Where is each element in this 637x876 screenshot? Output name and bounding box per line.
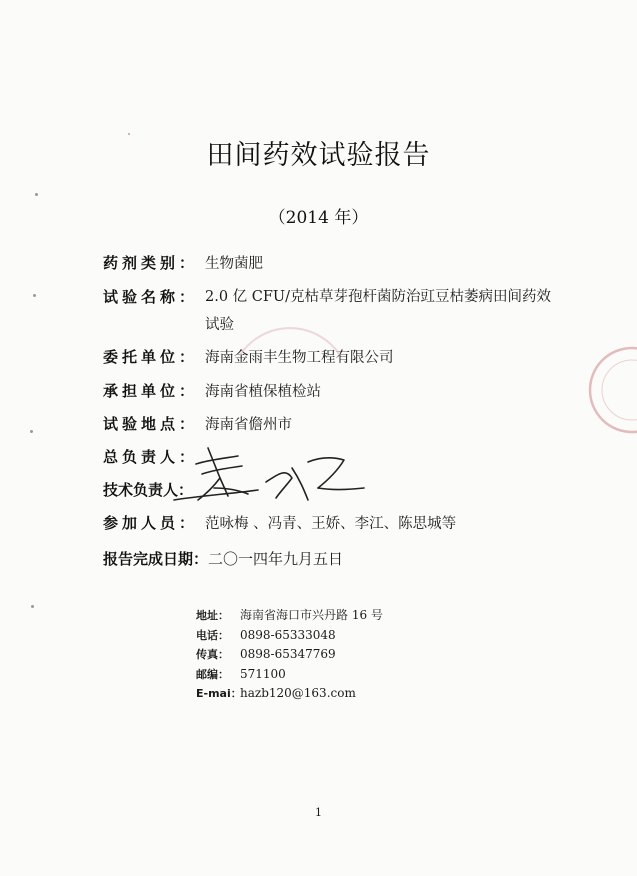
contact-block (196, 606, 383, 704)
contact-phone: 电话： 0898-65333048 (196, 627, 336, 642)
report-title: 田间药效试验报告 (206, 140, 431, 171)
contact-fax: 传真： 0898-65347769 (196, 647, 336, 661)
field-label: 技术负责人： (103, 481, 194, 499)
field-value: 海南金雨丰生物工程有限公司 (205, 350, 394, 366)
contact-email: E-mai：hazb120@163.com (196, 686, 356, 700)
scan-speck (30, 430, 33, 433)
report-date-value: 二〇一四年九月五日 (208, 550, 344, 568)
field-value: 海南省儋州市 (205, 417, 292, 433)
red-seal (587, 335, 637, 445)
field-location (103, 410, 292, 439)
field-label: 试验地点： (103, 415, 199, 433)
scan-speck (128, 133, 130, 135)
field-label: 试验名称： (103, 288, 199, 306)
field-participants (103, 509, 456, 538)
scan-speck (31, 605, 34, 608)
faint-seal (230, 300, 350, 360)
field-undertaker (103, 377, 321, 406)
contact-postcode: 邮编： 571100 (196, 666, 286, 681)
handwritten-signature (168, 438, 378, 513)
field-value: 2.0 亿 CFU/克枯草芽孢杆菌防治豇豆枯萎病田间药效试验 (205, 289, 552, 333)
scan-speck (33, 294, 36, 297)
scan-speck (35, 193, 38, 196)
field-label: 委托单位： (103, 348, 199, 366)
field-label: 总负责人： (103, 448, 199, 466)
report-year: （2014 年） (268, 208, 369, 228)
field-label: 药剂类别： (103, 254, 199, 272)
field-value: 海南省植保植检站 (205, 384, 321, 400)
report-date-label: 报告完成日期： (103, 550, 209, 568)
field-label: 承担单位： (103, 382, 199, 400)
field-value: 范咏梅 、冯青、王娇、李江、陈思城等 (205, 516, 457, 532)
field-category (103, 249, 263, 278)
report-date (103, 545, 343, 573)
field-label: 参加人员： (103, 514, 199, 532)
field-value: 生物菌肥 (205, 256, 263, 272)
contact-address: 地址： 海南省海口市兴丹路 16 号 (196, 608, 383, 622)
page-number: 1 (315, 806, 322, 819)
